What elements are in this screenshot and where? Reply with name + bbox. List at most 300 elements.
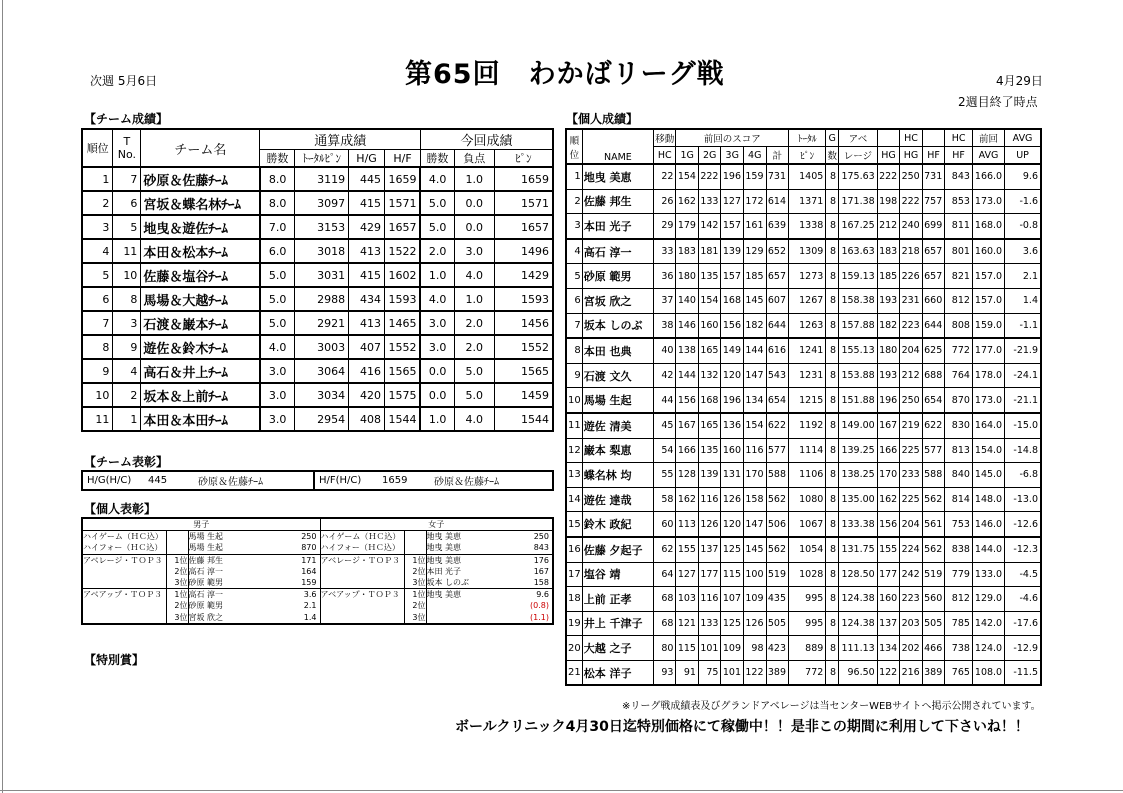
ind-avg-up: 9.6 <box>1005 164 1041 189</box>
ind-rank: 19 <box>566 611 582 636</box>
ind-prev-avg: 178.0 <box>972 363 1004 388</box>
ind-sum: 616 <box>766 338 789 363</box>
team-wins: 8.0 <box>260 167 295 191</box>
ind-2g: 126 <box>698 512 721 537</box>
ind-hc: 29 <box>654 214 676 239</box>
ind-row <box>566 463 1041 488</box>
header-hg: H/G <box>349 150 385 168</box>
ind-total-pins: 772 <box>789 660 826 685</box>
ind-total-pins: 1267 <box>789 288 826 313</box>
team-row <box>82 263 553 287</box>
ind-row <box>566 313 1041 338</box>
award-female-value: (0.8) <box>530 601 549 611</box>
ind-hf: 562 <box>922 487 945 512</box>
header-current-wins: 勝数 <box>420 150 454 168</box>
ind-name: 大越 之子 <box>582 636 653 661</box>
award-female-name: 地曳 美恵 <box>426 542 486 554</box>
team-total-pins: 2921 <box>295 311 349 335</box>
ind-4g: 172 <box>744 189 767 214</box>
ind-header-prev: 前回 <box>972 129 1004 147</box>
header-points: 負点 <box>454 150 494 168</box>
ind-average: 158.38 <box>839 288 878 313</box>
ind-hc-hg: 223 <box>900 587 923 612</box>
award-male-value: 159 <box>248 577 320 589</box>
ind-prev-avg: 160.0 <box>972 239 1004 264</box>
team-pins: 1593 <box>494 287 553 311</box>
ind-prev-avg: 129.0 <box>972 587 1004 612</box>
ind-hc-hf: 765 <box>945 660 973 685</box>
frame-bottom-border <box>0 790 1123 791</box>
ind-sum: 652 <box>766 239 789 264</box>
award-male-name: 高石 淳一 <box>188 589 248 601</box>
award-female-rank: 2位 <box>404 600 426 611</box>
ind-hf: 654 <box>922 388 945 413</box>
ind-2g: 139 <box>698 463 721 488</box>
ind-hf: 560 <box>922 587 945 612</box>
ind-name: 上前 正孝 <box>582 587 653 612</box>
ind-total-pins: 1106 <box>789 463 826 488</box>
ind-4g: 122 <box>744 660 767 685</box>
ind-3g: 139 <box>721 239 744 264</box>
ind-2g: 168 <box>698 388 721 413</box>
ind-games: 8 <box>826 660 839 685</box>
team-wins: 3.0 <box>260 383 295 407</box>
ind-avg-up: -21.1 <box>1005 388 1041 413</box>
team-no: 6 <box>113 191 141 215</box>
ind-hc-hg: 224 <box>900 537 923 562</box>
ind-prev-avg: 173.0 <box>972 189 1004 214</box>
ind-prev-avg: 166.0 <box>972 164 1004 189</box>
ind-header-hc-hg: HC <box>900 129 923 147</box>
ind-games: 8 <box>826 512 839 537</box>
ind-4g: 159 <box>744 164 767 189</box>
ind-4g: 185 <box>744 264 767 289</box>
ind-avg-up: -4.6 <box>1005 587 1041 612</box>
report-date: 4月29日 <box>996 74 1043 88</box>
header-pins: ﾋﾟﾝ <box>494 150 553 168</box>
team-row <box>82 239 553 263</box>
ind-prev-avg: 145.0 <box>972 463 1004 488</box>
ind-hc-hg: 225 <box>900 438 923 463</box>
ind-avg-up: -21.9 <box>1005 338 1041 363</box>
ind-prev-avg: 144.0 <box>972 537 1004 562</box>
ind-name: 高石 淳一 <box>582 239 653 264</box>
ind-header-hc: HC <box>654 147 676 165</box>
award-male-rank: 2位 <box>166 600 188 611</box>
team-hg: 434 <box>349 287 385 311</box>
ind-1g: 146 <box>676 313 699 338</box>
ind-row <box>566 562 1041 587</box>
frame-left-border <box>2 0 3 793</box>
team-points: 5.0 <box>454 359 494 383</box>
ind-average: 131.75 <box>839 537 878 562</box>
award-row <box>82 589 553 601</box>
ind-sum: 657 <box>766 264 789 289</box>
ind-prev-avg: 177.0 <box>972 338 1004 363</box>
award-row <box>82 531 553 543</box>
ind-avg-up: -6.8 <box>1005 463 1041 488</box>
ind-header-g: G <box>826 129 839 147</box>
ind-2g: 165 <box>698 338 721 363</box>
ind-name: 塩谷 靖 <box>582 562 653 587</box>
team-rank: 3 <box>82 215 113 239</box>
ind-sum: 622 <box>766 413 789 438</box>
report-status: 2週目終了時点 <box>958 95 1038 109</box>
ind-hc-hg: 250 <box>900 164 923 189</box>
ind-name: 本田 也典 <box>582 338 653 363</box>
ind-prev-avg: 173.0 <box>972 388 1004 413</box>
award-female-category: ハイゲーム（ＨＣ込） <box>320 532 401 542</box>
ind-hc-hg: 219 <box>900 413 923 438</box>
ind-hg: 137 <box>877 611 900 636</box>
ind-row <box>566 264 1041 289</box>
ind-1g: 115 <box>676 636 699 661</box>
ind-average: 139.25 <box>839 438 878 463</box>
ind-2g: 160 <box>698 313 721 338</box>
award-female-value: (1.1) <box>530 612 549 622</box>
ind-rank: 21 <box>566 660 582 685</box>
team-name: 佐藤＆塩谷ﾁｰﾑ <box>141 263 260 287</box>
ind-name: 佐藤 夕起子 <box>582 537 653 562</box>
ind-games: 8 <box>826 338 839 363</box>
ind-sum: 423 <box>766 636 789 661</box>
team-name: 本田＆本田ﾁｰﾑ <box>141 407 260 431</box>
team-total-pins: 2988 <box>295 287 349 311</box>
team-no: 5 <box>113 215 141 239</box>
award-female-name <box>426 600 486 611</box>
award-male-value: 164 <box>248 566 320 577</box>
award-male-name: 宮坂 欣之 <box>188 612 248 624</box>
award-row <box>82 600 553 611</box>
ind-hc-hf: 738 <box>945 636 973 661</box>
team-no: 10 <box>113 263 141 287</box>
team-name: 高石＆井上ﾁｰﾑ <box>141 359 260 383</box>
individual-award-table <box>81 517 554 625</box>
ind-row <box>566 388 1041 413</box>
ind-average: 157.88 <box>839 313 878 338</box>
ind-hc-hf: 821 <box>945 264 973 289</box>
team-no: 2 <box>113 383 141 407</box>
team-row <box>82 167 553 191</box>
footer-note: ※リーグ戦成績表及びグランドアベレージは当センターWEBサイトへ掲示公開されています。 <box>622 701 1041 712</box>
ind-header-2g: 2G <box>698 147 721 165</box>
ind-4g: 158 <box>744 487 767 512</box>
ind-total-pins: 1309 <box>789 239 826 264</box>
ind-3g: 196 <box>721 164 744 189</box>
team-results-table <box>81 128 554 432</box>
award-female-value: 176 <box>533 555 549 565</box>
ind-header-avg: AVG <box>1005 129 1041 147</box>
award-male-category: ハイゲーム（ＨＣ込） <box>83 532 163 542</box>
ind-3g: 157 <box>721 214 744 239</box>
ind-hc-hf: 812 <box>945 288 973 313</box>
ind-hc: 80 <box>654 636 676 661</box>
ind-1g: 113 <box>676 512 699 537</box>
ind-hc-hf: 801 <box>945 239 973 264</box>
ind-3g: 125 <box>721 611 744 636</box>
ind-2g: 137 <box>698 537 721 562</box>
section-individual-results: 【個人成績】 <box>566 112 639 126</box>
ind-prev-avg: 133.0 <box>972 562 1004 587</box>
ind-hc-hf: 830 <box>945 413 973 438</box>
ind-hc-hg: 218 <box>900 239 923 264</box>
ind-3g: 157 <box>721 264 744 289</box>
ind-1g: 140 <box>676 288 699 313</box>
team-current-wins: 0.0 <box>420 383 454 407</box>
footer-promo: ボールクリニック4月30日迄特別価格にて稼働中！！是非この期間に利用して下さいね！！ <box>455 719 1029 735</box>
ind-header-up: UP <box>1005 147 1041 165</box>
ind-hc-hg: 225 <box>900 487 923 512</box>
ind-games: 8 <box>826 487 839 512</box>
ind-1g: 167 <box>676 413 699 438</box>
ind-games: 8 <box>826 264 839 289</box>
team-total-pins: 3119 <box>295 167 349 191</box>
ind-prev-avg: 157.0 <box>972 264 1004 289</box>
ind-3g: 120 <box>721 363 744 388</box>
ind-1g: 179 <box>676 214 699 239</box>
team-current-wins: 3.0 <box>420 311 454 335</box>
ind-hc: 68 <box>654 611 676 636</box>
ind-games: 8 <box>826 413 839 438</box>
team-points: 0.0 <box>454 215 494 239</box>
ind-row <box>566 512 1041 537</box>
award-row <box>82 612 553 624</box>
ind-rank: 4 <box>566 239 582 264</box>
ind-prev-avg: 159.0 <box>972 313 1004 338</box>
ind-3g: 136 <box>721 413 744 438</box>
header-cumulative: 通算成績 <box>260 129 421 150</box>
ind-hg: 222 <box>877 164 900 189</box>
award-female-name: 地曳 美恵 <box>426 554 486 566</box>
ind-hc-hg: 203 <box>900 611 923 636</box>
team-no: 11 <box>113 239 141 263</box>
ind-2g: 177 <box>698 562 721 587</box>
ind-header-3g: 3G <box>721 147 744 165</box>
ind-total-pins: 1067 <box>789 512 826 537</box>
team-rank: 1 <box>82 167 113 191</box>
ind-rank: 1 <box>566 164 582 189</box>
ind-1g: 128 <box>676 463 699 488</box>
team-total-pins: 2954 <box>295 407 349 431</box>
team-pins: 1456 <box>494 311 553 335</box>
ind-row <box>566 363 1041 388</box>
team-pins: 1571 <box>494 191 553 215</box>
ind-hc-hg: 250 <box>900 388 923 413</box>
ind-name: 鈴木 政紀 <box>582 512 653 537</box>
ind-hc: 62 <box>654 537 676 562</box>
ind-hc-hg: 212 <box>900 363 923 388</box>
team-no: 8 <box>113 287 141 311</box>
ind-average: 124.38 <box>839 611 878 636</box>
ind-prev-avg: 108.0 <box>972 660 1004 685</box>
ind-1g: 154 <box>676 164 699 189</box>
ind-hc: 58 <box>654 487 676 512</box>
ind-hg: 134 <box>877 636 900 661</box>
section-team-award: 【チーム表彰】 <box>84 455 169 469</box>
award-male-category <box>82 577 166 589</box>
ind-total-pins: 1241 <box>789 338 826 363</box>
ind-avg-up: -4.5 <box>1005 562 1041 587</box>
ind-sum: 654 <box>766 388 789 413</box>
ind-games: 8 <box>826 388 839 413</box>
ind-hf: 505 <box>922 611 945 636</box>
ind-row <box>566 288 1041 313</box>
ind-hc-hf: 838 <box>945 537 973 562</box>
team-wins: 7.0 <box>260 215 295 239</box>
ind-3g: 125 <box>721 537 744 562</box>
team-wins: 6.0 <box>260 239 295 263</box>
ind-2g: 181 <box>698 239 721 264</box>
header-team-name: チーム名 <box>141 129 260 167</box>
team-hg: 413 <box>349 239 385 263</box>
ind-rank: 2 <box>566 189 582 214</box>
ind-avg-up: -12.3 <box>1005 537 1041 562</box>
team-pins: 1552 <box>494 335 553 359</box>
ind-header-1g: 1G <box>676 147 699 165</box>
ind-hg: 212 <box>877 214 900 239</box>
team-hg: 445 <box>349 167 385 191</box>
award-female-header: 女子 <box>320 518 553 531</box>
award-male-value: 3.6 <box>248 589 320 601</box>
ind-2g: 135 <box>698 264 721 289</box>
ind-total-pins: 1054 <box>789 537 826 562</box>
ind-2g: 154 <box>698 288 721 313</box>
team-wins: 3.0 <box>260 407 295 431</box>
award-male-value: 2.1 <box>248 600 320 611</box>
ind-1g: 162 <box>676 487 699 512</box>
team-award-hf-label: H/F(H/C) <box>319 475 362 486</box>
award-male-rank <box>166 531 188 543</box>
ind-hf: 657 <box>922 264 945 289</box>
ind-header-hf-blank <box>922 129 945 147</box>
ind-hg: 180 <box>877 338 900 363</box>
ind-avg-up: -24.1 <box>1005 363 1041 388</box>
team-total-pins: 3018 <box>295 239 349 263</box>
ind-hf: 466 <box>922 636 945 661</box>
ind-rank: 17 <box>566 562 582 587</box>
ind-hg: 193 <box>877 288 900 313</box>
team-pins: 1496 <box>494 239 553 263</box>
ind-games: 8 <box>826 189 839 214</box>
ind-2g: 132 <box>698 363 721 388</box>
team-hg: 413 <box>349 311 385 335</box>
ind-games: 8 <box>826 313 839 338</box>
team-hf: 1565 <box>385 359 421 383</box>
ind-4g: 182 <box>744 313 767 338</box>
ind-hc-hg: 240 <box>900 214 923 239</box>
ind-4g: 147 <box>744 363 767 388</box>
ind-games: 8 <box>826 214 839 239</box>
team-rank: 9 <box>82 359 113 383</box>
award-female-rank <box>404 531 426 543</box>
team-award-hf-team: 砂原＆佐藤ﾁｰﾑ <box>434 477 499 488</box>
ind-header-name: NAME <box>582 129 653 164</box>
team-points: 2.0 <box>454 311 494 335</box>
ind-games: 8 <box>826 164 839 189</box>
individual-results-table <box>565 128 1042 686</box>
team-pins: 1657 <box>494 215 553 239</box>
ind-sum: 644 <box>766 313 789 338</box>
award-female-rank: 1位 <box>404 589 426 601</box>
ind-4g: 100 <box>744 562 767 587</box>
ind-sum: 607 <box>766 288 789 313</box>
ind-average: 155.13 <box>839 338 878 363</box>
team-hf: 1522 <box>385 239 421 263</box>
ind-total-pins: 1192 <box>789 413 826 438</box>
ind-hf: 660 <box>922 288 945 313</box>
ind-total-pins: 1273 <box>789 264 826 289</box>
team-current-wins: 1.0 <box>420 407 454 431</box>
ind-3g: 126 <box>721 487 744 512</box>
team-current-wins: 5.0 <box>420 191 454 215</box>
award-male-rank: 3位 <box>166 577 188 589</box>
team-rank: 10 <box>82 383 113 407</box>
ind-avg-up: -15.0 <box>1005 413 1041 438</box>
ind-hg: 167 <box>877 413 900 438</box>
team-row <box>82 311 553 335</box>
award-female-category: アベレージ・ＴＯＰ３ <box>320 555 401 565</box>
award-male-name: 佐藤 邦生 <box>188 554 248 566</box>
award-male-rank <box>166 542 188 554</box>
ind-prev-avg: 164.0 <box>972 413 1004 438</box>
ind-sum: 562 <box>766 537 789 562</box>
ind-name: 本田 光子 <box>582 214 653 239</box>
ind-avg-up: 1.4 <box>1005 288 1041 313</box>
team-name: 石渡＆巌本ﾁｰﾑ <box>141 311 260 335</box>
ind-hf: 699 <box>922 214 945 239</box>
ind-avg-up: -13.0 <box>1005 487 1041 512</box>
team-hf: 1552 <box>385 335 421 359</box>
ind-sum: 731 <box>766 164 789 189</box>
ind-2g: 75 <box>698 660 721 685</box>
award-female-rank: 3位 <box>404 577 426 589</box>
ind-rank: 3 <box>566 214 582 239</box>
ind-header-hg-blank <box>877 129 900 147</box>
team-rank: 6 <box>82 287 113 311</box>
team-name: 坂本＆上前ﾁｰﾑ <box>141 383 260 407</box>
team-no: 7 <box>113 167 141 191</box>
ind-3g: 156 <box>721 313 744 338</box>
team-total-pins: 3003 <box>295 335 349 359</box>
ind-1g: 144 <box>676 363 699 388</box>
ind-hg: 122 <box>877 660 900 685</box>
team-wins: 5.0 <box>260 287 295 311</box>
ind-2g: 165 <box>698 413 721 438</box>
ind-2g: 142 <box>698 214 721 239</box>
ind-average: 171.38 <box>839 189 878 214</box>
ind-average: 138.25 <box>839 463 878 488</box>
ind-4g: 126 <box>744 611 767 636</box>
ind-hf: 688 <box>922 363 945 388</box>
ind-hg: 193 <box>877 363 900 388</box>
team-award-hf-value: 1659 <box>382 475 408 486</box>
ind-hf: 644 <box>922 313 945 338</box>
team-pins: 1459 <box>494 383 553 407</box>
team-total-pins: 3064 <box>295 359 349 383</box>
ind-hf: 561 <box>922 512 945 537</box>
ind-hc-hf: 772 <box>945 338 973 363</box>
award-female-category <box>320 566 404 577</box>
team-hf: 1657 <box>385 215 421 239</box>
ind-rank: 7 <box>566 313 582 338</box>
ind-header-hc-hf: HC <box>945 129 973 147</box>
ind-4g: 116 <box>744 438 767 463</box>
ind-1g: 103 <box>676 587 699 612</box>
ind-hc-hf: 764 <box>945 363 973 388</box>
team-current-wins: 0.0 <box>420 359 454 383</box>
award-male-category <box>82 612 166 624</box>
team-pins: 1565 <box>494 359 553 383</box>
